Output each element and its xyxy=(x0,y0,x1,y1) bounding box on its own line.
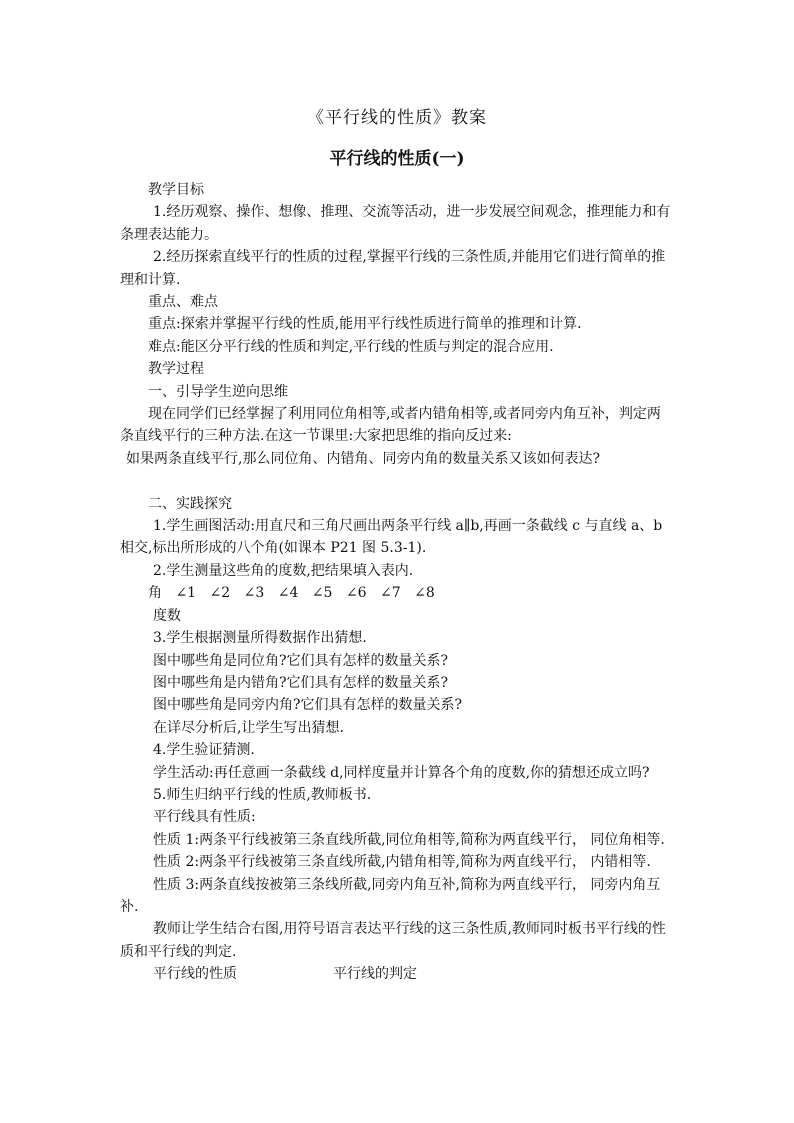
document-body xyxy=(120,179,672,986)
angle-cell: ∠4 xyxy=(277,585,299,602)
paragraph: 平行线具有性质: xyxy=(153,809,256,826)
heading-part-2: 二、实践探究 xyxy=(148,495,232,512)
angle-cell: ∠7 xyxy=(380,585,401,602)
paragraph: 图中哪些角是同位角?它们具有怎样的数量关系? xyxy=(153,652,449,669)
angle-cell: ∠3 xyxy=(243,585,265,602)
property-3: 性质 3:两条直线按被第三条线所截,同旁内角互补,简称为两直线平行， 同旁内角互补. xyxy=(120,876,661,915)
paragraph: 图中哪些角是内错角?它们具有怎样的数量关系? xyxy=(153,674,449,691)
paragraph: 3.学生根据测量所得数据作出猜想. xyxy=(153,630,367,647)
paragraph: 难点:能区分平行线的性质和判定,平行线的性质与判定的混合应用. xyxy=(148,338,554,355)
degree-row-label: 度数 xyxy=(153,607,181,624)
paragraph: 学生活动:再任意画一条截线 d,同样度量并计算各个角的度数,你的猜想还成立吗? xyxy=(153,764,650,781)
angle-table-row xyxy=(120,582,672,604)
column-left-label: 平行线的性质 xyxy=(153,966,237,983)
heading-part-1: 一、引导学生逆向思维 xyxy=(148,383,288,400)
paragraph: 4.学生验证猜测. xyxy=(153,742,255,759)
property-2: 性质 2:两条平行线被第三条直线所截,内错角相等,简称为两直线平行， 内错相等. xyxy=(153,854,651,871)
paragraph: 现在同学们已经掌握了利用同位角相等,或者内错角相等,或者同旁内角互补，判定两条直线平行的三种方法.在这一节课里:大家把思维的指向反过来: xyxy=(120,406,661,445)
angle-row-label: 角 xyxy=(148,585,162,602)
angle-cell: ∠5 xyxy=(311,585,333,602)
heading-process: 教学过程 xyxy=(148,361,204,378)
angle-cell: ∠6 xyxy=(345,585,367,602)
heading-key-points: 重点、难点 xyxy=(148,294,218,311)
section-title: 平行线的性质(一) xyxy=(329,149,465,169)
paragraph: 5.师生归纳平行线的性质,教师板书. xyxy=(153,786,372,803)
paragraph: 重点:探索并掌握平行线的性质,能用平行线性质进行简单的推理和计算. xyxy=(148,316,582,333)
blank-line xyxy=(120,470,672,492)
paragraph: 1.经历观察、操作、想像、推理、交流等活动，进一步发展空间观念，推理能力和有条理表达能力。 xyxy=(120,204,671,243)
angle-cell: ∠1 xyxy=(175,585,197,602)
document-title: 《平行线的性质》教案 xyxy=(307,108,487,128)
two-column-headers xyxy=(120,963,672,985)
property-1: 性质 1:两条平行线被第三条直线所截,同位角相等,简称为两直线平行， 同位角相等. xyxy=(153,831,665,848)
angle-cell: ∠8 xyxy=(414,585,435,602)
paragraph: 如果两条直线平行,那么同位角、内错角、同旁内角的数量关系又该如何表达? xyxy=(126,450,600,467)
paragraph: 教师让学生结合右图,用符号语言表达平行线的这三条性质,教师同时板书平行线的性质和平行线的判定. xyxy=(120,921,666,960)
paragraph: 在详尽分析后,让学生写出猜想. xyxy=(153,719,344,736)
paragraph: 2.学生测量这些角的度数,把结果填入表内. xyxy=(153,562,414,579)
angle-cell: ∠2 xyxy=(209,585,231,602)
paragraph: 图中哪些角是同旁内角?它们具有怎样的数量关系? xyxy=(153,697,463,714)
heading-objectives: 教学目标 xyxy=(148,182,204,198)
paragraph: 1.学生画图活动:用直尺和三角尺画出两条平行线 a∥b,再画一条截线 c 与直线 a、b 相交,标出所形成的八个角(如课本 P21 图 5.3-1). xyxy=(120,518,663,557)
paragraph: 2.经历探索直线平行的性质的过程,掌握平行线的三条性质,并能用它们进行简单的推理和计算. xyxy=(120,249,666,288)
column-right-label: 平行线的判定 xyxy=(333,966,417,983)
